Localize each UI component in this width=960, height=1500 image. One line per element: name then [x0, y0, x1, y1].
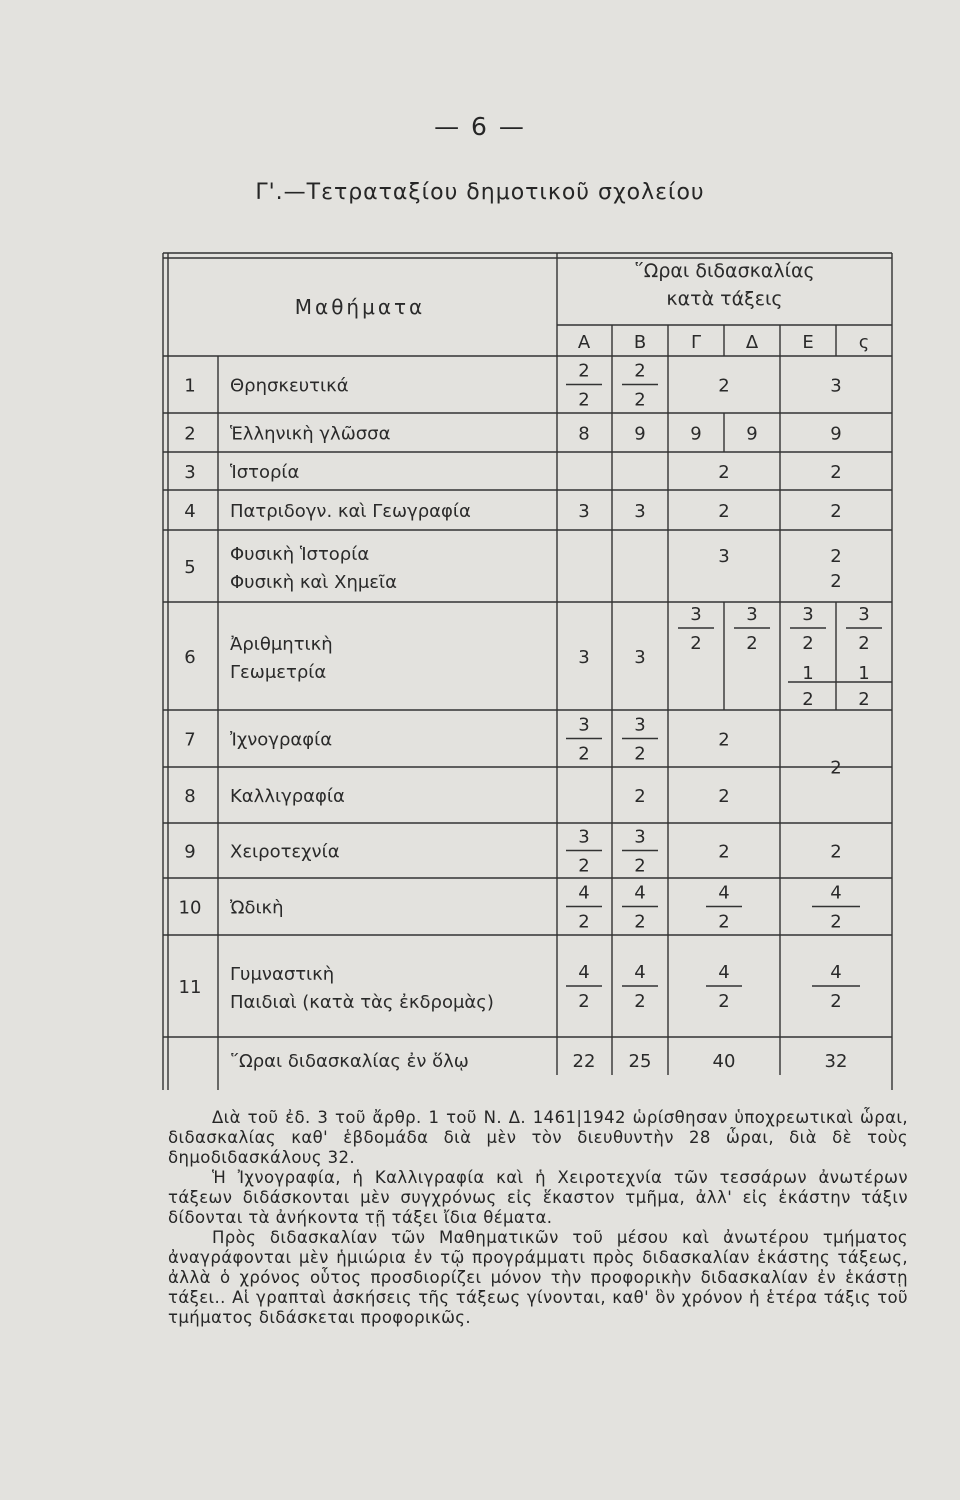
cell-value: 2 — [858, 689, 870, 710]
cell-value: 2 — [718, 462, 730, 483]
fraction-denominator: 2 — [578, 911, 590, 933]
subjects-header: Μαθήματα — [294, 295, 426, 319]
fraction-numerator: 3 — [578, 714, 590, 736]
subject-name: Φυσικὴ καὶ Χημεῖα — [230, 572, 397, 593]
fraction-denominator: 2 — [858, 633, 870, 654]
fraction-numerator: 4 — [718, 962, 730, 983]
note-paragraph: Ἡ Ἰχνογραφία, ἡ Καλλιγραφία καὶ ἡ Χειροτεχνία τῶν τεσσάρων ἀνωτέρων τάξεων διδάσκονται μὲν συγχρόνως εἰς ἕκαστον τμῆμα, ἀλλ' εἰς ἑκάστην τάξιν δίδονται τὰ ἀνήκοντα τῇ τάξει ἴδια θέματα. — [168, 1168, 908, 1227]
row-number: 11 — [178, 977, 202, 998]
fraction-numerator: 2 — [634, 360, 646, 382]
fraction-numerator: 4 — [830, 882, 842, 904]
fraction-denominator: 2 — [718, 911, 730, 933]
fraction-denominator: 2 — [634, 911, 646, 933]
fraction-denominator: 2 — [830, 911, 842, 933]
fraction-denominator: 2 — [578, 855, 590, 877]
fraction-denominator: 2 — [830, 991, 842, 1012]
note-paragraph: Πρὸς διδασκαλίαν τῶν Μαθηματικῶν τοῦ μέσου καὶ ἀνωτέρου τμήματος ἀναγράφονται μὲν ἡμιώρια ἐν τῷ προγράμματι πρὸς διδασκαλίαν ἑκάστης τάξεως, ἀλλὰ ὁ χρόνος οὗτος προσδιορίζει μόνον τὴν προφορικὴν διδασκαλίαν ἐν ἑκάστῃ τάξει.. Αἱ γραπταὶ ἀσκήσεις τῆς τάξεως γίνονται, καθ' ὃν χρόνον ἡ ἑτέρα τάξις τοῦ τμήματος διδάσκεται προφορικῶς. — [168, 1228, 908, 1327]
subject-name: Παιδιαὶ (κατὰ τὰς ἐκδρομὰς) — [230, 992, 494, 1013]
fraction-denominator: 2 — [690, 633, 702, 654]
fraction-numerator: 4 — [578, 882, 590, 904]
cell-value: 2 — [718, 501, 730, 522]
subject-name: Γυμναστικὴ — [230, 964, 335, 985]
row-number: 7 — [184, 729, 196, 751]
table-cells — [179, 260, 870, 1072]
fraction-numerator: 4 — [634, 882, 646, 904]
fraction-denominator: 2 — [634, 991, 646, 1012]
class-header: Δ — [745, 332, 759, 353]
fraction-denominator: 2 — [634, 389, 646, 411]
total-value: 25 — [628, 1051, 652, 1072]
subject-name: Γεωμετρία — [230, 662, 327, 683]
fraction-denominator: 2 — [634, 743, 646, 765]
row-number: 4 — [184, 501, 196, 522]
cell-value: 2 — [830, 462, 842, 483]
page-title: Γ'.—Τετραταξίου δημοτικοῦ σχολείου — [255, 180, 705, 205]
cell-value: 2 — [830, 571, 842, 592]
cell-value: 9 — [746, 423, 758, 445]
cell-value: 2 — [718, 375, 730, 397]
class-header: ς — [858, 332, 870, 353]
fraction-numerator: 3 — [802, 604, 814, 625]
fraction-numerator: 4 — [578, 962, 590, 983]
class-header: Γ — [690, 332, 702, 353]
class-header: Ε — [802, 332, 814, 353]
cell-value: 2 — [830, 546, 842, 567]
fraction-numerator: 2 — [578, 360, 590, 382]
cell-value: 3 — [634, 501, 646, 522]
note-paragraph: Διὰ τοῦ ἐδ. 3 τοῦ ἄρθρ. 1 τοῦ Ν. Δ. 1461|1942 ὡρίσθησαν ὑποχρεωτικαὶ ὧραι, διδασκαλίας καθ' ἑβδομάδα διὰ μὲν τὸν διευθυντὴν 28 ὧραι, διὰ δὲ τοὺς δημοδιδασκάλους 32. — [168, 1108, 908, 1167]
cell-value: 3 — [830, 375, 842, 397]
hours-header: ῞Ωραι διδασκαλίας — [634, 260, 815, 282]
cell-value: 9 — [690, 423, 702, 445]
subject-name: Πατριδογν. καὶ Γεωγραφία — [230, 501, 471, 522]
row-number: 10 — [178, 897, 202, 919]
cell-value: 9 — [830, 423, 842, 445]
cell-value: 2 — [830, 757, 842, 779]
subject-name: Ἱστορία — [230, 462, 300, 483]
fraction-denominator: 2 — [578, 389, 590, 411]
fraction-denominator: 2 — [802, 633, 814, 654]
fraction-numerator: 4 — [718, 882, 730, 904]
notes — [168, 1108, 908, 1328]
fraction-denominator: 2 — [634, 855, 646, 877]
subject-name: Ἀριθμητικὴ — [230, 634, 333, 655]
fraction-numerator: 3 — [634, 826, 646, 848]
subject-name: Θρησκευτικά — [230, 375, 349, 397]
fraction-denominator: 2 — [578, 991, 590, 1012]
total-value: 32 — [824, 1051, 848, 1072]
total-label: ῞Ωραι διδασκαλίας ἐν ὅλῳ — [230, 1051, 469, 1072]
subject-name: Χειροτεχνία — [230, 841, 340, 863]
cell-value: 3 — [578, 501, 590, 522]
total-value: 40 — [712, 1051, 736, 1072]
fraction-numerator: 4 — [830, 962, 842, 983]
cell-value: 8 — [578, 423, 590, 445]
fraction-numerator: 3 — [634, 714, 646, 736]
class-header: Β — [633, 332, 647, 353]
subject-name: Ὠδικὴ — [230, 897, 284, 919]
row-number: 9 — [184, 841, 196, 863]
fraction-denominator: 2 — [746, 633, 758, 654]
subject-name: Ἰχνογραφία — [230, 729, 333, 751]
total-value: 22 — [572, 1051, 596, 1072]
row-number: 5 — [184, 557, 196, 578]
cell-value: 2 — [718, 729, 730, 751]
fraction-numerator: 3 — [578, 826, 590, 848]
cell-value: 3 — [578, 647, 590, 668]
row-number: 2 — [184, 423, 196, 445]
cell-value: 2 — [718, 786, 730, 807]
cell-value: 2 — [830, 841, 842, 863]
row-number: 3 — [184, 462, 196, 483]
cell-value: 9 — [634, 423, 646, 445]
row-number: 6 — [184, 647, 196, 668]
fraction-numerator: 3 — [746, 604, 758, 625]
cell-value: 2 — [634, 786, 646, 807]
row-number: 8 — [184, 786, 196, 807]
cell-value: 2 — [802, 689, 814, 710]
fraction-denominator: 2 — [718, 991, 730, 1012]
subject-name: Καλλιγραφία — [230, 786, 345, 807]
class-header: Α — [577, 332, 591, 353]
hours-header: κατὰ τάξεις — [666, 288, 783, 310]
cell-value: 3 — [634, 647, 646, 668]
fraction-numerator: 4 — [634, 962, 646, 983]
fraction-denominator: 2 — [578, 743, 590, 765]
fraction-numerator: 3 — [690, 604, 702, 625]
page-number: — 6 — — [434, 112, 526, 141]
cell-value: 1 — [802, 663, 814, 684]
fraction-numerator: 3 — [858, 604, 870, 625]
cell-value: 2 — [718, 841, 730, 863]
cell-value: 1 — [858, 663, 870, 684]
subject-name: Ἑλληνικὴ γλῶσσα — [230, 423, 391, 445]
cell-value: 2 — [830, 501, 842, 522]
row-number: 1 — [184, 375, 196, 397]
cell-value: 3 — [718, 546, 730, 567]
subject-name: Φυσικὴ Ἱστορία — [230, 544, 370, 565]
